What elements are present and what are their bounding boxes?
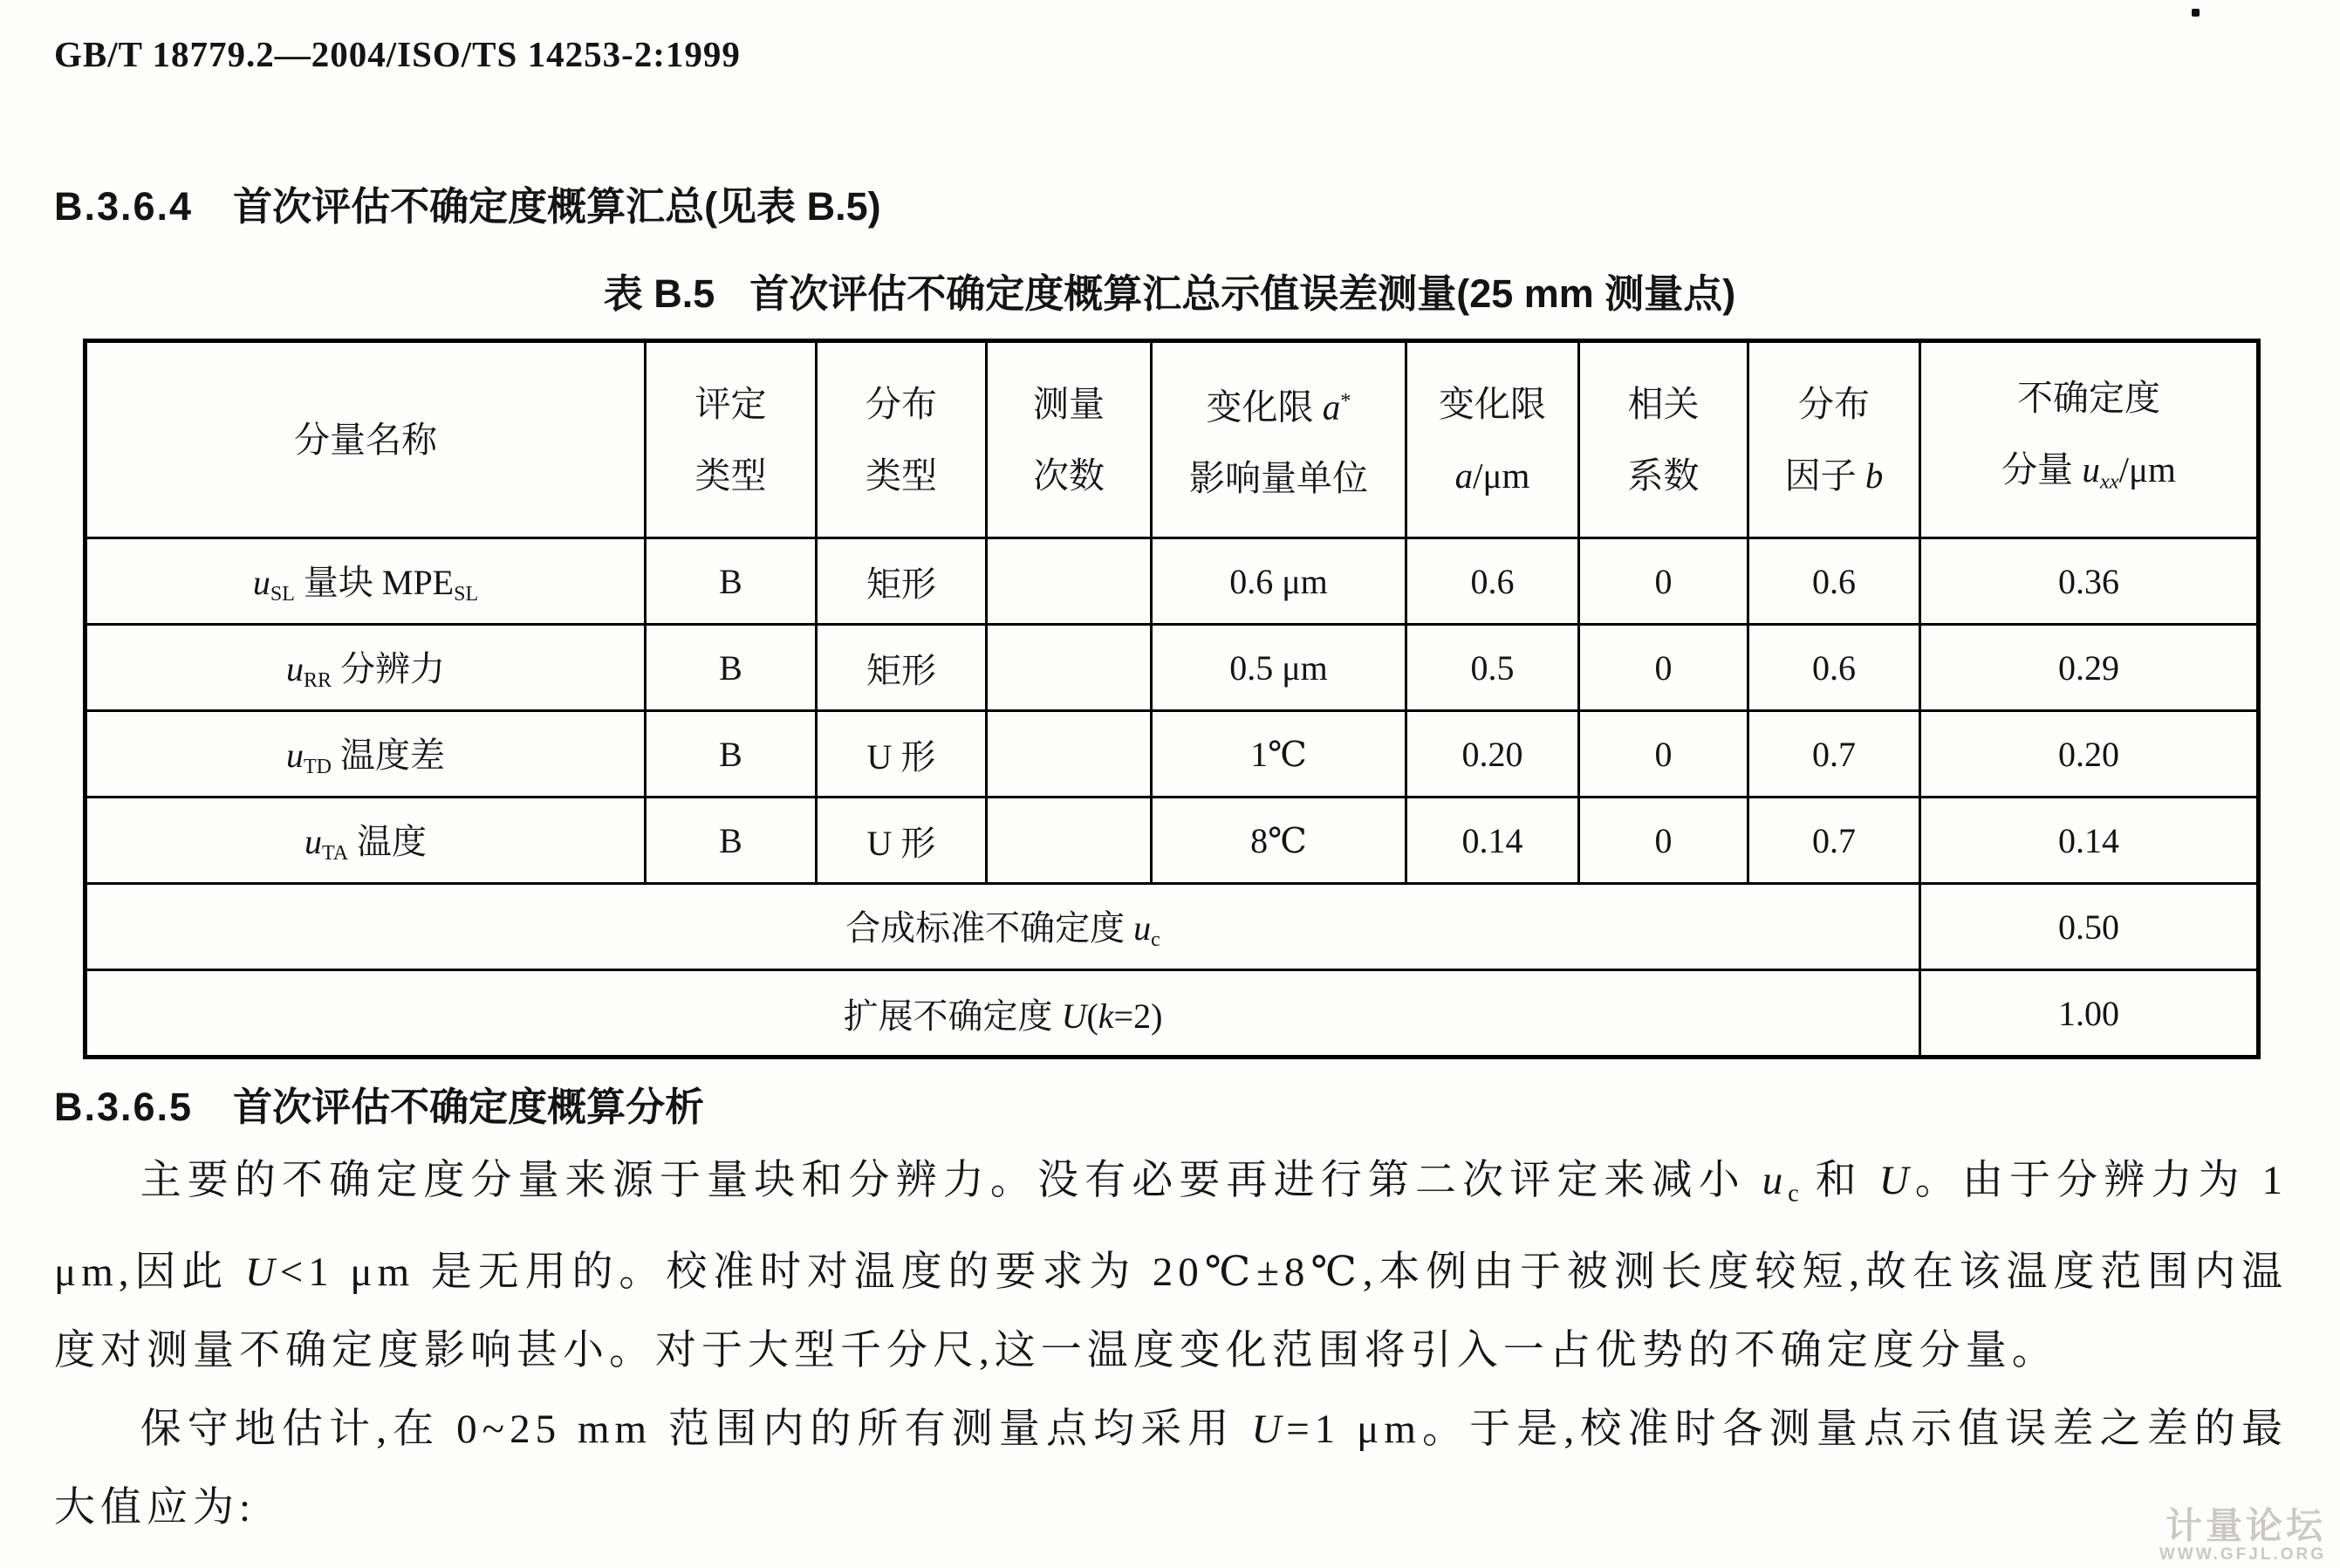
- table-caption: [83, 262, 2256, 318]
- limit-a-cell: 0.6: [1406, 538, 1579, 625]
- standard-number: GB/T 18779.2—2004/ISO/TS 14253-2:1999: [54, 34, 741, 74]
- uncertainty-value-cell: 0.14: [1920, 798, 2259, 884]
- dist-factor-cell: 0.6: [1748, 625, 1920, 711]
- meas-count-cell: [987, 798, 1152, 884]
- dist-type-cell: 矩形: [817, 625, 987, 711]
- table-row: [86, 798, 2259, 884]
- section-title: 首次评估不确定度概算分析: [233, 1085, 705, 1129]
- section-number: B.3.6.4: [54, 184, 194, 229]
- watermark-url: WWW.GFJL.ORG: [2159, 1545, 2326, 1564]
- meas-count-cell: [987, 538, 1152, 625]
- correlation-cell: 0: [1579, 711, 1748, 798]
- correlation-cell: 0: [1579, 798, 1748, 884]
- meas-count-cell: [987, 711, 1152, 798]
- table-row: [86, 625, 2259, 711]
- paragraph-analysis: 主要的不确定度分量来源于量块和分辨力。没有必要再进行第二次评定来减小 $u_c$ 和 U。由于分辨力为 1 μm,因此 U<1 μm 是无用的。校准时对温度的要求为 20℃±8℃,本例由于被测长度较短,故在该温度范围内温度对测量不确定度影响甚小。对于大型千分尺,这一温度变化范围将引入一占优势的不确定度分量。: [54, 1158, 2289, 1374]
- summary-value-cell: 0.50: [1920, 884, 2259, 970]
- col-header-limit-influence: 变化限 a* 影响量单位: [1152, 341, 1406, 538]
- uncertainty-budget-table: [83, 339, 2261, 1059]
- watermark-logo: 计量论坛: [2165, 1505, 2326, 1546]
- meas-count-cell: [987, 625, 1152, 711]
- summary-label-cell: 合成标准不确定度 $u_c$: [86, 884, 1920, 970]
- table-row: [86, 538, 2259, 625]
- limit-influence-cell: 8℃: [1152, 798, 1406, 884]
- uncertainty-value-cell: 0.20: [1920, 711, 2259, 798]
- correlation-cell: 0: [1579, 625, 1748, 711]
- body-text: [54, 1141, 2288, 1547]
- dist-factor-cell: 0.7: [1748, 798, 1920, 884]
- component-name-cell: $u_{RR}$ 分辨力: [86, 625, 646, 711]
- paragraph-estimate: 保守地估计,在 0~25 mm 范围内的所有测量点均采用 U=1 μm。于是,校准时各测量点示值误差之差的最大值应为:: [54, 1407, 2289, 1531]
- table-label: 表 B.5: [603, 271, 715, 316]
- col-header-correlation: 相关 系数: [1579, 341, 1748, 538]
- summary-row-expanded-uncertainty: [86, 970, 2259, 1058]
- limit-a-cell: 0.20: [1406, 711, 1579, 798]
- dist-type-cell: U 形: [817, 711, 987, 798]
- col-header-dist-type: 分布 类型: [817, 341, 987, 538]
- summary-row-combined-uncertainty: [86, 884, 2259, 970]
- component-name-cell: $u_{SL}$ 量块 $MPE_{SL}$: [86, 538, 646, 625]
- section-title: 首次评估不确定度概算汇总(见表 B.5): [233, 184, 881, 229]
- section-number: B.3.6.5: [54, 1085, 194, 1129]
- limit-a-cell: 0.5: [1406, 625, 1579, 711]
- dist-type-cell: U 形: [817, 798, 987, 884]
- correlation-cell: 0: [1579, 538, 1748, 625]
- component-name-cell: $u_{TD}$ 温度差: [86, 711, 646, 798]
- table-title: 首次评估不确定度概算汇总示值误差测量(25 mm 测量点): [749, 271, 1736, 316]
- dist-type-cell: 矩形: [817, 538, 987, 625]
- dist-factor-cell: 0.7: [1748, 711, 1920, 798]
- col-header-uncertainty-component: 不确定度 分量 $u_{xx}/\mu m$: [1920, 341, 2259, 538]
- col-header-meas-count: 测量 次数: [987, 341, 1152, 538]
- component-name-cell: $u_{TA}$ 温度: [86, 798, 646, 884]
- limit-influence-cell: 0.6 μm: [1152, 538, 1406, 625]
- col-header-eval-type: 评定 类型: [646, 341, 817, 538]
- watermark: [2159, 1507, 2326, 1565]
- eval-type-cell: B: [646, 711, 817, 798]
- section-heading-b364: [54, 175, 881, 231]
- eval-type-cell: B: [646, 625, 817, 711]
- summary-value-cell: 1.00: [1920, 970, 2259, 1058]
- col-header-limit-a: 变化限 a/μm: [1406, 341, 1579, 538]
- col-header-dist-factor: 分布 因子 b: [1748, 341, 1920, 538]
- uncertainty-value-cell: 0.29: [1920, 625, 2259, 711]
- eval-type-cell: B: [646, 798, 817, 884]
- uncertainty-value-cell: 0.36: [1920, 538, 2259, 625]
- summary-label-cell: 扩展不确定度 U(k=2): [86, 970, 1920, 1058]
- table-row: [86, 711, 2259, 798]
- limit-a-cell: 0.14: [1406, 798, 1579, 884]
- dist-factor-cell: 0.6: [1748, 538, 1920, 625]
- table-header-row: [86, 341, 2259, 538]
- section-heading-b365: [54, 1075, 704, 1132]
- limit-influence-cell: 1℃: [1152, 711, 1406, 798]
- col-header-component-name: 分量名称: [86, 341, 646, 538]
- scan-artifact: [2192, 9, 2200, 17]
- eval-type-cell: B: [646, 538, 817, 625]
- limit-influence-cell: 0.5 μm: [1152, 625, 1406, 711]
